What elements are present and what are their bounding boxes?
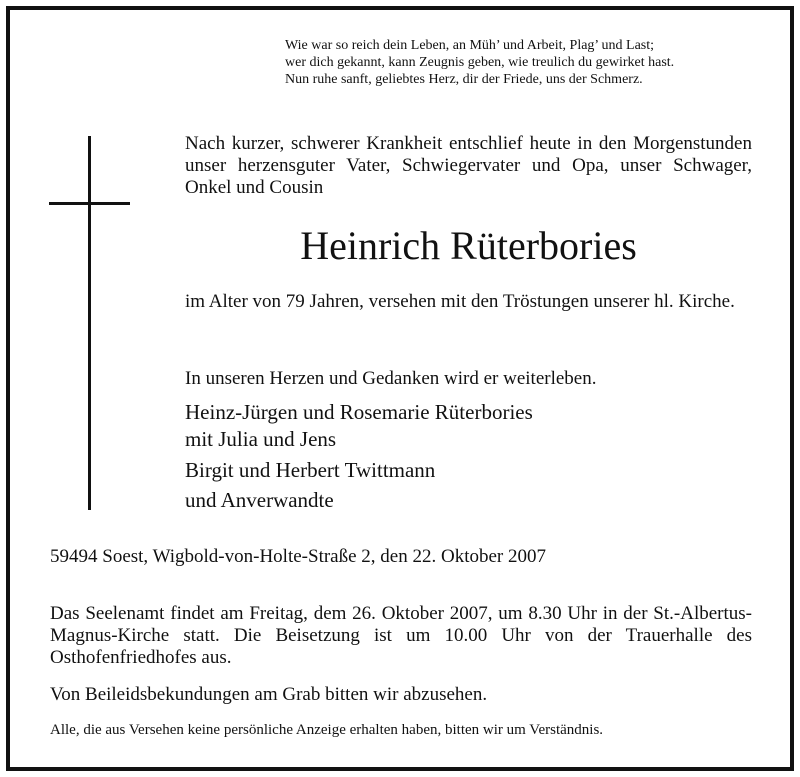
service-info: Das Seelenamt findet am Freitag, dem 26. Oktober 2007, um 8.30 Uhr in der St.-Albertus-Magnus-Kirche statt. Die Beisetzung ist um 10.00 Uhr von der Trauerhalle des Osthofenfriedhofes aus.	[50, 603, 752, 668]
family-line: Birgit und Herbert Twittmann	[185, 458, 436, 482]
condolences-note: Von Beileidsbekundungen am Grab bitten wir abzusehen.	[50, 684, 488, 705]
age-text: im Alter von 79 Jahren, versehen mit den Tröstungen unserer hl. Kirche.	[185, 291, 735, 312]
address-date: 59494 Soest, Wigbold-von-Holte-Straße 2, den 22. Oktober 2007	[50, 546, 546, 567]
family-line: Heinz-Jürgen und Rosemarie Rüterbories	[185, 400, 533, 424]
verse-line: Nun ruhe sanft, geliebtes Herz, dir der Friede, uns der Schmerz.	[285, 72, 643, 87]
cross-icon-bar	[49, 202, 130, 205]
verse-line: wer dich gekannt, kann Zeugnis geben, wie treulich du gewirket hast.	[285, 55, 675, 70]
death-announcement-text: Nach kurzer, schwerer Krankheit entschlief heute in den Morgenstunden unser herzensguter Vater, Schwiegervater und Opa, unser Schwager, Onkel und Cousin	[185, 133, 752, 198]
family-line: und Anverwandte	[185, 488, 334, 512]
verse-line: Wie war so reich dein Leben, an Müh’ und Arbeit, Plag’ und Last;	[285, 38, 655, 53]
family-line: mit Julia und Jens	[185, 427, 337, 451]
memorial-verse	[285, 37, 674, 88]
remembrance-text: In unseren Herzen und Gedanken wird er weiterleben.	[185, 368, 597, 389]
deceased-name: Heinrich Rüterbories	[300, 223, 637, 268]
cross-icon	[88, 136, 91, 510]
apology-note: Alle, die aus Versehen keine persönliche Anzeige erhalten haben, bitten wir um Verständnis.	[50, 722, 604, 738]
